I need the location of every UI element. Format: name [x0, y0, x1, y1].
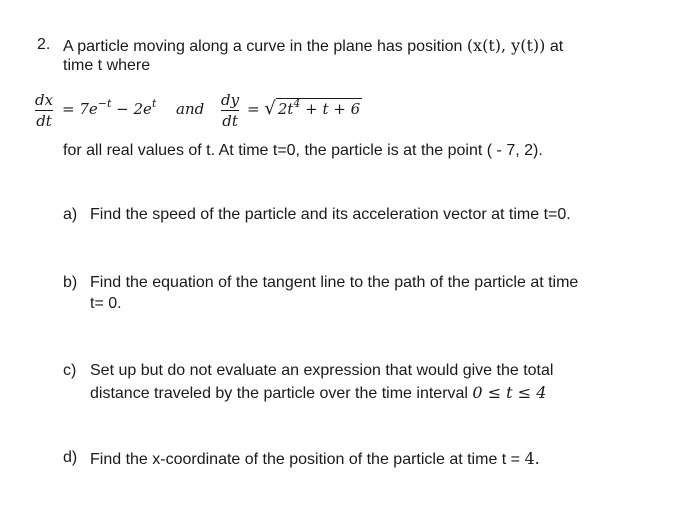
radicand-term: 2t: [277, 100, 294, 118]
part-c-text-line2: [90, 383, 546, 403]
radicand-rest: + t + 6: [300, 100, 361, 118]
part-d-value: 4.: [524, 449, 540, 468]
dy-equals: =: [247, 100, 265, 118]
dy-expression: [247, 98, 362, 119]
problem-intro-text: [63, 36, 563, 56]
dy-numerator: dy: [221, 91, 240, 109]
dx-middle: − 2e: [111, 100, 152, 118]
dx-expression: [62, 97, 157, 118]
part-c-label: c): [63, 362, 77, 379]
position-expression: (x(t), y(t)): [466, 36, 546, 55]
dy-denominator: dt: [222, 112, 238, 130]
part-b-text-line1: Find the equation of the tangent line to the path of the particle at time: [90, 274, 579, 291]
intro-at: at: [549, 38, 564, 55]
part-a-label: a): [63, 206, 78, 223]
sqrt-symbol: √: [264, 98, 276, 119]
time-interval: 0 ≤ t ≤ 4: [472, 383, 547, 402]
dx-numerator: dx: [35, 91, 54, 109]
fraction-bar: [35, 110, 53, 111]
condition-line: for all real values of t. At time t=0, the particle is at the point ( - 7, 2).: [63, 142, 543, 159]
part-d-line1: Find the x-coordinate of the position of the particle at time t =: [90, 451, 521, 468]
intro-line2: time t where: [63, 57, 151, 74]
problem-number: 2.: [37, 36, 51, 53]
part-b-text-line2: t= 0.: [90, 295, 122, 312]
and-word: and: [176, 100, 205, 118]
dx-exponent-2: t: [151, 97, 157, 110]
dx-denominator: dt: [36, 112, 52, 130]
dx-equals: = 7e: [62, 100, 98, 118]
intro-line1: A particle moving along a curve in the plane has position: [63, 38, 463, 55]
part-d-label: d): [63, 449, 78, 466]
part-a-text: Find the speed of the particle and its acceleration vector at time t=0.: [90, 206, 571, 223]
dy-dt-fraction: [221, 91, 239, 130]
dx-exponent-1: −t: [97, 97, 112, 110]
part-c-text-line1: Set up but do not evaluate an expression that would give the total: [90, 362, 554, 379]
dx-dt-fraction: [35, 91, 53, 130]
part-b-label: b): [63, 274, 78, 291]
fraction-bar: [221, 110, 239, 111]
radicand: [276, 98, 362, 118]
radicand-exponent: 4: [293, 97, 301, 110]
part-d-text: [90, 449, 540, 469]
part-c-line2-text: distance traveled by the particle over the time interval: [90, 385, 468, 402]
